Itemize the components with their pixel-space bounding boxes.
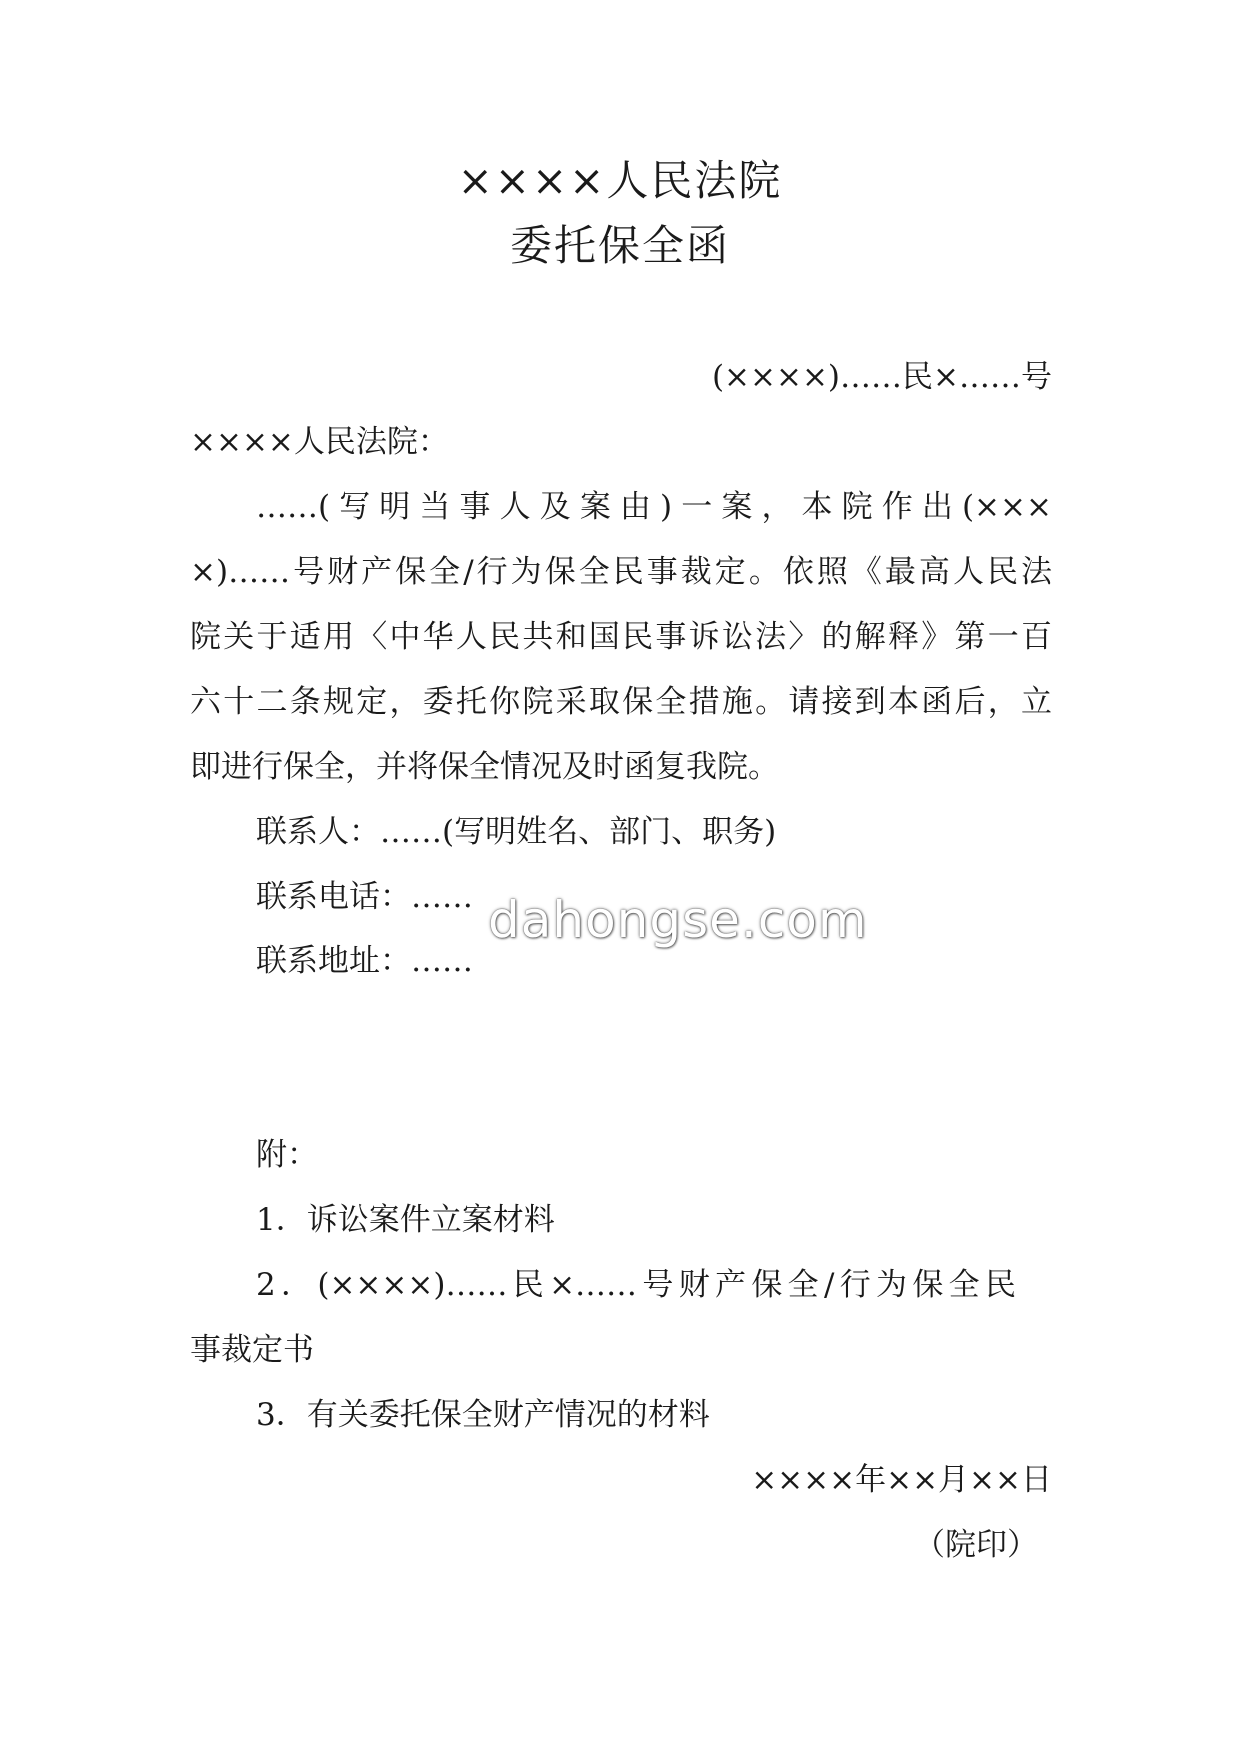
body-line-1: ……(写明当事人及案由)一案，本院作出(×××: [256, 489, 1052, 525]
attachment-item-2-line-2: 事裁定书: [190, 1332, 314, 1368]
document-title: 委托保全函: [509, 221, 730, 270]
contact-phone: 联系电话：……: [256, 879, 473, 915]
body-line-2: ×)……号财产保全/行为保全民事裁定。依照《最高人民法: [190, 554, 1052, 590]
document-date: ××××年××月××日: [751, 1462, 1052, 1498]
court-seal-note: （院印）: [914, 1527, 1038, 1563]
body-line-3: 院关于适用〈中华人民共和国民事诉讼法〉的解释》第一百: [190, 619, 1052, 655]
contact-person: 联系人：……(写明姓名、部门、职务): [256, 814, 777, 850]
court-name-title: ××××人民法院: [457, 156, 783, 205]
body-line-4: 六十二条规定，委托你院采取保全措施。请接到本函后，立: [190, 684, 1052, 720]
attachment-item-2-line-1: 2．(××××)……民×……号财产保全/行为保全民: [256, 1267, 1016, 1303]
addressee: ××××人民法院：: [190, 424, 449, 460]
watermark: dahongse.com: [488, 891, 868, 949]
body-line-5: 即进行保全，并将保全情况及时函复我院。: [190, 749, 779, 785]
contact-address: 联系地址：……: [256, 943, 473, 979]
attachment-item-1: 1．诉讼案件立案材料: [256, 1202, 555, 1238]
attachment-item-3: 3．有关委托保全财产情况的材料: [256, 1397, 710, 1433]
attachments-label: 附：: [256, 1137, 318, 1173]
case-number: (××××)……民×……号: [711, 359, 1052, 395]
